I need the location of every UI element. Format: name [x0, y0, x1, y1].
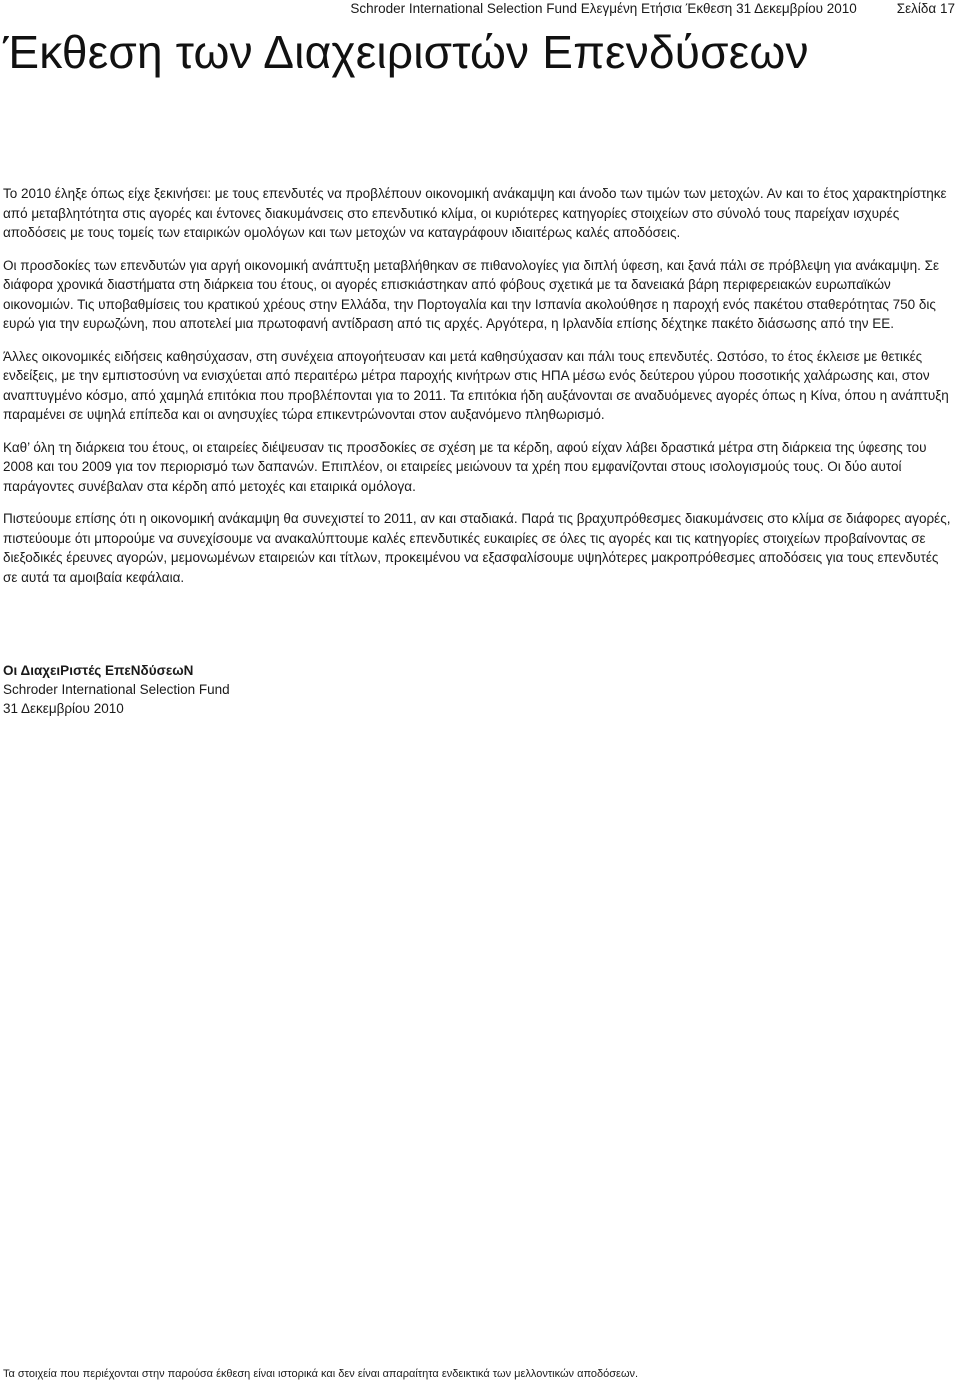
signature-fund-name: Schroder International Selection Fund — [3, 682, 230, 697]
report-header-title: Schroder International Selection Fund Ελεγμένη Ετήσια Έκθεση 31 Δεκεμβρίου 2010 — [350, 1, 857, 16]
body-paragraph: Οι προσδοκίες των επενδυτών για αργή οικονομική ανάπτυξη μεταβλήθηκαν σε πιθανολογίες για διπλή ύφεση, και ξανά πάλι σε πρόβλεψη για ανάκαμψη. Σε διάφορα χρονικά διαστήματα στη διάρκεια του έτους, οι αγορές επισκιάστηκαν από φόβους σχετικά με τα δανειακά βάρη περιφερειακών ευρωπαϊκών οικονομιών. Τις υποβαθμίσεις του κρατικού χρέους στην Ελλάδα, την Πορτογαλία και την Ισπανία ακολούθησε η παροχή ενός πακέτου σταθερότητας 750 δις ευρώ για την ευρωζώνη, που αποτελεί μια πρωτοφανή αντίδραση από τις αρχές. Αργότερα, η Ιρλανδία επίσης δέχτηκε πακέτο διάσωσης από την ΕΕ. — [3, 257, 939, 331]
footer-disclaimer: Τα στοιχεία που περιέχονται στην παρούσα έκθεση είναι ιστορικά και δεν είναι απαραίτητα ενδεικτικά των μελλοντικών αποδόσεων. — [3, 1368, 639, 1380]
page-title: Έκθεση των Διαχειριστών Επενδύσεων — [3, 26, 809, 78]
body-paragraph: Το 2010 έληξε όπως είχε ξεκινήσει: με τους επενδυτές να προβλέπουν οικονομική ανάκαμψη και άνοδο των τιμών των μετοχών. Αν και το έτος χαρακτηρίστηκε από μεταβλητότητα στις αγορές και έντονες διακυμάνσεις στο επενδυτικό κλίμα, οι κυριότερες κατηγορίες στοιχείων στο σύνολό τους παρείχαν ισχυρές αποδόσεις με τους τομείς των εταιρικών ομολόγων και των μετοχών να καταγράφουν ιδιαιτέρως καλές αποδόσεις. — [3, 186, 947, 240]
body-paragraph: Πιστεύουμε επίσης ότι η οικονομική ανάκαμψη θα συνεχιστεί το 2011, αν και σταδιακά. Παρά τις βραχυπρόθεσμες διακυμάνσεις στο κλίμα σε διάφορες αγορές, πιστεύουμε ότι μπορούμε να συνεχίσουμε να ανακαλύπτουμε καλές επενδυτικές ευκαιρίες σε όλες τις αγορές και τις κατηγορίες στοιχείων προβαίνοντας σε διεξοδικές έρευνες αγορών, μεμονωμένων εταιρειών και τίτλων, προκειμένου να εξασφαλίσουμε υψηλότερες μακροπρόθεσμες αποδόσεις για τους επενδυτές σε αυτά τα αμοιβαία κεφάλαια. — [3, 511, 951, 585]
page-number: Σελίδα 17 — [896, 1, 955, 16]
signature-block — [3, 661, 603, 718]
running-header — [350, 0, 955, 17]
body-paragraph: Άλλες οικονομικές ειδήσεις καθησύχασαν, στη συνέχεια απογοήτευσαν και μετά καθησύχασαν και πάλι τους επενδυτές. Ωστόσο, το έτος έκλεισε με θετικές ενδείξεις, με την εμπιστοσύνη να ενισχύεται από περαιτέρω μέτρα παροχής κινήτρων στις ΗΠΑ μέσω ενός δεύτερου γύρου ποσοτικής χαλάρωσης και, στον αναπτυγμένο κόσμο, από χαμηλά επιτόκια που προβλέπονται για το 2011. Τα επιτόκια ήδη αυξάνονται σε αναδυόμενες αγορές όπως η Κίνα, όπου η ανάπτυξη παραμένει σε υψηλά επίπεδα και οι ανησυχίες τώρα επικεντρώνονται στον αυξανόμενο πληθωρισμό. — [3, 348, 949, 422]
report-body — [3, 184, 951, 600]
signature-date: 31 Δεκεμβρίου 2010 — [3, 701, 124, 716]
signature-heading: Οι ΔιαχειΡιστές ΕπεΝδύσεωΝ — [3, 663, 194, 678]
body-paragraph: Καθ’ όλη τη διάρκεια του έτους, οι εταιρείες διέψευσαν τις προσδοκίες σε σχέση με τα κέρδη, αφού είχαν λάβει δραστικά μέτρα στη διάρκεια της ύφεσης του 2008 και του 2009 για τον περιορισμό των δαπανών. Επιπλέον, οι εταιρείες μειώνουν τα χρέη που εμφανίζονται στους ισολογισμούς τους. Οι δύο αυτοί παράγοντες συνέβαλαν στα κέρδη από μετοχές και εταιρικά ομόλογα. — [3, 439, 927, 494]
